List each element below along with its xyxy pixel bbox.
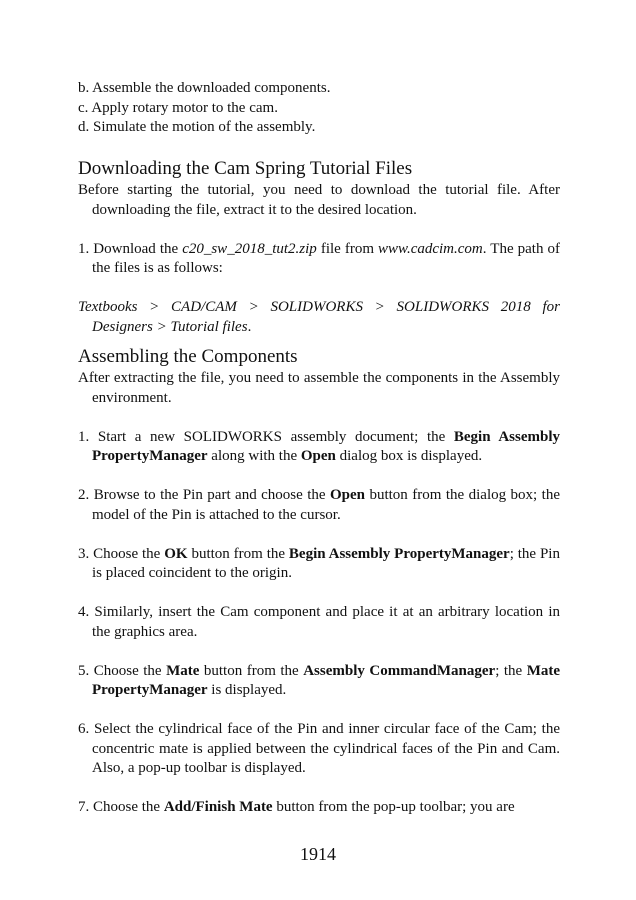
step-text: is displayed. (207, 682, 287, 698)
step-text: button from the (187, 545, 289, 562)
step-bold: Open (300, 448, 336, 464)
file-path (78, 298, 560, 337)
file-name: c20_sw_2018_tut2.zip (182, 240, 317, 257)
assembly-step-7 (78, 798, 560, 818)
step-text: button from the dialog box; the model of the Pin is attached to the cursor. (92, 487, 560, 523)
assembly-step-3 (78, 545, 560, 584)
step-text: 7. Choose the (78, 799, 164, 815)
section-intro-downloading: Before starting the tutorial, you need to download the tutorial file. After downloading the file, extract it to the desired location. (78, 182, 560, 218)
step-text: 5. Choose the (78, 662, 167, 679)
step-text: button from the (199, 662, 304, 679)
step-text: 2. Browse to the Pin part and choose the (78, 487, 331, 503)
step-text: dialog box is displayed. (335, 448, 483, 464)
step-text: button from the pop-up toolbar; you are (272, 799, 515, 815)
section-heading-assembling: Assembling the Components (78, 346, 298, 367)
file-path-end: . (247, 318, 252, 335)
step-text: . The path of the files is as follows: (92, 240, 560, 276)
section-heading-downloading: Downloading the Cam Spring Tutorial Files (78, 158, 413, 179)
page-number: 1914 (300, 844, 336, 864)
step-bold: OK (164, 545, 188, 562)
assembly-step-6 (78, 720, 560, 779)
step-bold: Begin Assembly PropertyManager (92, 428, 561, 464)
step-text: 1. Download the (78, 240, 183, 257)
step-text: ; the Pin is placed coincident to the origin. (92, 545, 560, 581)
step-text: 4. Similarly, insert the Cam component and place it at an arbitrary location in the graphics area. (78, 604, 560, 640)
assembly-step-2 (78, 486, 560, 525)
step-bold: Add/Finish Mate (163, 799, 273, 815)
step-text: along with the (207, 448, 301, 464)
list-item: b. Assemble the downloaded components. (78, 80, 331, 96)
page-content (78, 79, 560, 818)
assembly-step-4 (78, 603, 560, 642)
step-bold: Mate (166, 662, 200, 679)
download-step (78, 240, 560, 279)
website-name: www.cadcim.com (378, 240, 483, 257)
step-text: 1. Start a new SOLIDWORKS assembly document; the (78, 428, 454, 445)
assembly-step-1 (78, 428, 560, 467)
file-path-text: Textbooks > CAD/CAM > SOLIDWORKS > SOLIDWORKS 2018 for Designers > Tutorial files (78, 299, 560, 335)
step-bold: Assembly CommandManager (303, 662, 496, 679)
section-intro-assembling: After extracting the file, you need to assemble the components in the Assembly environment. (78, 370, 560, 406)
step-text: 6. Select the cylindrical face of the Pin and inner circular face of the Cam; the concentric mate is applied between the cylindrical faces of the Pin and Cam. Also, a pop-up toolbar is displayed. (78, 721, 560, 776)
list-item: c. Apply rotary motor to the cam. (78, 99, 278, 116)
step-text: 3. Choose the (78, 545, 165, 562)
step-bold: Open (330, 487, 366, 503)
step-text: file from (316, 240, 379, 257)
assembly-step-5 (78, 662, 560, 701)
step-bold: Begin Assembly PropertyManager (288, 545, 510, 562)
list-item: d. Simulate the motion of the assembly. (78, 119, 316, 135)
step-text: ; the (495, 662, 527, 679)
step-bold: Mate PropertyManager (92, 662, 561, 698)
